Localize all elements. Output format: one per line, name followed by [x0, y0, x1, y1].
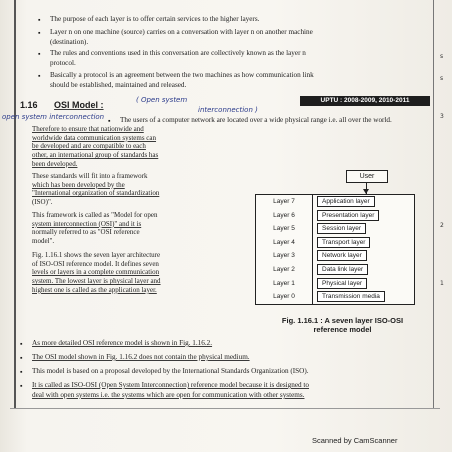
- bullet-item: [20, 338, 213, 348]
- page-border-right: [433, 0, 434, 408]
- caption-line: Fig. 1.16.1 : A seven layer ISO-OSI: [281, 316, 404, 325]
- caption-line: reference model: [313, 325, 372, 334]
- text-line: highest one is called as the application layer.: [32, 285, 157, 294]
- layer-row: [256, 263, 414, 277]
- text-line: (ISO)".: [32, 198, 53, 207]
- text-line: of ISO-OSI reference model. It defines seven: [32, 259, 159, 268]
- text-line: "International organization of standardization: [32, 189, 160, 198]
- bullet-item: [20, 380, 310, 400]
- bullet-icon: ▪: [20, 340, 23, 348]
- handwritten-note: ( Open system: [136, 96, 188, 104]
- layer-number: Layer 1: [256, 277, 313, 291]
- layer-name: Session layer: [317, 223, 366, 234]
- text-line: should be established, maintained and released.: [50, 81, 187, 89]
- text-line: It is called as ISO-OSI (Open System Interconnection) reference model because it is designed to: [32, 381, 310, 389]
- exam-year-badge: UPTU : 2008-2009, 2010-2011: [300, 96, 430, 106]
- text-line: worldwide data communication systems can: [32, 133, 157, 142]
- text-line: The rules and conventions used in this conversation are collectively known as the layer n: [50, 49, 306, 57]
- margin-mark: 1: [440, 280, 444, 287]
- bullet-icon: ▪: [20, 354, 23, 362]
- layer-number: Layer 3: [256, 249, 313, 263]
- text-line: other, an international group of standards has: [32, 151, 159, 160]
- layer-name: Application layer: [317, 196, 375, 207]
- osi-layer-stack: [255, 194, 415, 305]
- bullet-icon: ▪: [108, 117, 111, 125]
- layer-number: Layer 6: [256, 209, 313, 223]
- bullet-icon: ▪: [20, 368, 23, 376]
- text-line: be developed and are compatible to each: [32, 142, 146, 151]
- layer-number: Layer 7: [256, 195, 313, 209]
- bullet-item: [108, 115, 392, 125]
- text-line: The users of a computer network are located over a wide physical range i.e. all over the world.: [120, 116, 392, 124]
- layer-row: [256, 195, 414, 209]
- scanner-watermark: Scanned by CamScanner: [312, 436, 398, 445]
- page-bottom-rule: [10, 408, 440, 409]
- text-line: (destination).: [50, 38, 89, 46]
- section-number: 1.16: [20, 100, 38, 110]
- text-line: Therefore to ensure that nationwide and: [32, 125, 144, 133]
- layer-row: [256, 249, 414, 263]
- text-line: normally referred to as "OSI reference: [32, 228, 140, 237]
- bullet-icon: ▪: [38, 16, 41, 24]
- margin-mark: s: [440, 75, 444, 82]
- text-line: model".: [32, 237, 55, 246]
- layer-number: Layer 2: [256, 263, 313, 277]
- bullet-icon: ▪: [20, 382, 23, 390]
- bullet-item: [38, 48, 306, 68]
- bullet-item: [38, 14, 260, 24]
- bullet-item: [20, 352, 250, 362]
- layer-row: [256, 209, 414, 223]
- layer-name: Transport layer: [317, 237, 370, 248]
- bullet-item: [38, 70, 314, 90]
- text-line: These standards will fit into a framework: [32, 172, 148, 180]
- figure-caption: [255, 316, 430, 334]
- text-line: protocol.: [50, 59, 76, 67]
- layer-row: [256, 277, 414, 291]
- margin-mark: 3: [440, 113, 444, 120]
- layer-number: Layer 4: [256, 236, 313, 250]
- bullet-icon: ▪: [38, 29, 41, 37]
- section-heading: [20, 100, 104, 110]
- layer-name: Network layer: [317, 250, 367, 261]
- text-line: Layer n on one machine (source) carries on a conversation with layer n on another machine: [50, 28, 313, 36]
- text-line: which has been developed by the: [32, 180, 125, 189]
- handwritten-note: interconnection ): [198, 106, 258, 114]
- text-line: As more detailed OSI reference model is shown in Fig. 1.16.2.: [32, 339, 213, 347]
- section-title: OSI Model :: [54, 100, 104, 110]
- left-column-paragraph: [32, 251, 232, 295]
- layer-row: [256, 236, 414, 250]
- text-line: The OSI model shown in Fig. 1.16.2 does not contain the physical medium.: [32, 353, 250, 361]
- text-line: This model is based on a proposal developed by the International Standards Organization (ISO).: [32, 367, 309, 375]
- text-line: Basically a protocol is an agreement between the two machines as how communication link: [50, 71, 314, 79]
- page-border-left: [14, 0, 16, 408]
- text-line: been developed.: [32, 159, 78, 168]
- text-line: The purpose of each layer is to offer certain services to the higher layers.: [50, 15, 260, 23]
- layer-number: Layer 0: [256, 290, 313, 304]
- layer-number: Layer 5: [256, 222, 313, 236]
- text-line: system interconnection (OSI)" and it is: [32, 219, 142, 228]
- layer-name: Physical layer: [317, 278, 367, 289]
- handwritten-note: open system interconnection: [2, 113, 105, 121]
- bullet-item: [38, 27, 313, 47]
- margin-mark: s: [440, 53, 444, 60]
- layer-name: Presentation layer: [317, 210, 379, 221]
- bullet-item: [20, 366, 309, 376]
- layer-name: Transmission media: [317, 291, 385, 302]
- margin-mark: 2: [440, 222, 444, 229]
- layer-row: [256, 290, 414, 304]
- left-column-paragraph: [32, 172, 232, 207]
- left-column-paragraph: [32, 125, 232, 169]
- layer-name: Data link layer: [317, 264, 368, 275]
- left-column-paragraph: [32, 211, 232, 246]
- bullet-icon: ▪: [38, 72, 41, 80]
- user-box: User: [346, 170, 388, 183]
- text-line: deal with open systems i.e. the systems which are open for communication with other systems.: [32, 391, 305, 399]
- text-line: system. The lowest layer is physical layer and: [32, 277, 161, 286]
- text-line: This framework is called as "Model for open: [32, 211, 158, 219]
- layer-row: [256, 222, 414, 236]
- text-line: levels or layers in a complete communication: [32, 268, 160, 277]
- bullet-icon: ▪: [38, 50, 41, 58]
- text-line: Fig. 1.16.1 shows the seven layer architecture: [32, 251, 161, 259]
